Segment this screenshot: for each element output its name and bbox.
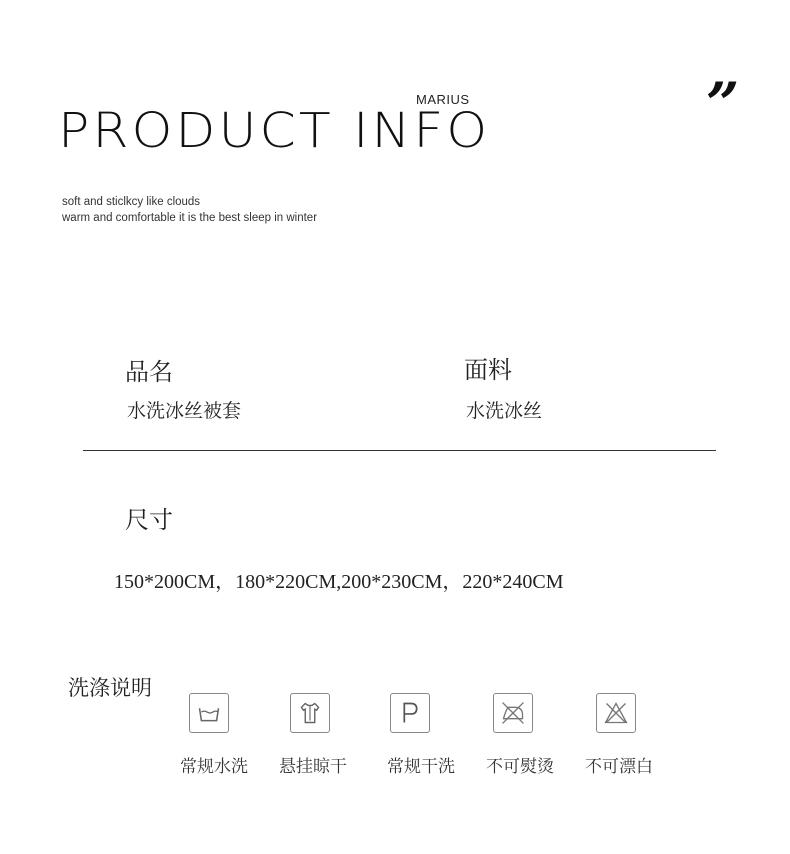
care-item-label: 不可熨烫 <box>486 757 554 777</box>
care-item-label: 悬挂晾干 <box>279 757 347 777</box>
care-item-label: 不可漂白 <box>585 757 653 777</box>
page-title: PRODUCT INFO <box>58 104 491 160</box>
care-label: 洗涤说明 <box>68 676 152 700</box>
section-divider <box>83 450 716 451</box>
size-label: 尺寸 <box>125 506 173 534</box>
hand-wash-basin-icon <box>189 693 229 733</box>
dry-clean-p-icon <box>390 693 430 733</box>
brand-name: MARIUS <box>416 92 470 107</box>
quote-mark: ” <box>706 70 740 138</box>
product-name-label: 品名 <box>125 358 173 386</box>
tagline-line-1: soft and sticlkcy like clouds <box>62 196 201 208</box>
fabric-value: 水洗冰丝 <box>466 400 543 422</box>
size-values: 150*200CM，180*220CM,200*230CM，220*240CM <box>114 571 564 593</box>
no-bleach-icon <box>596 693 636 733</box>
product-name-value: 水洗冰丝被套 <box>127 400 242 422</box>
tagline-line-2: warm and comfortable it is the best sleep in winter <box>62 212 318 224</box>
no-ironing-icon <box>493 693 533 733</box>
care-item-label: 常规水洗 <box>180 757 248 777</box>
fabric-label: 面料 <box>464 356 512 384</box>
hang-dry-shirt-icon <box>290 693 330 733</box>
care-item-label: 常规干洗 <box>387 757 455 777</box>
